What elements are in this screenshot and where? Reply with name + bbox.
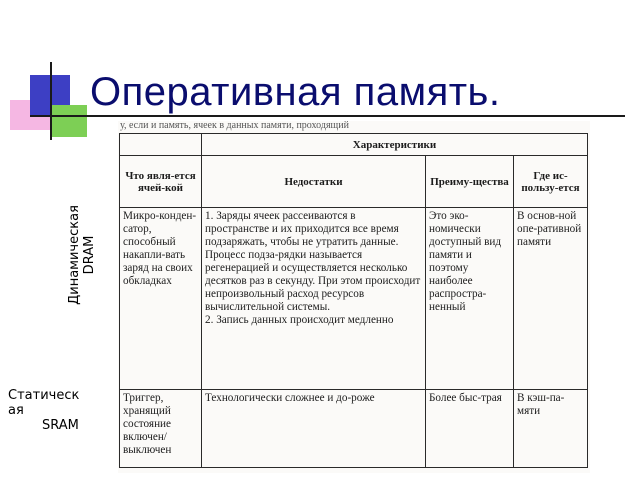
decor-square-green (52, 105, 87, 137)
static-label-line1: Статическ (8, 388, 80, 403)
header-cons: Недостатки (202, 156, 426, 208)
header-pros: Преиму-щества (426, 156, 514, 208)
table-row-dram (120, 208, 588, 390)
group-header: Характеристики (202, 134, 588, 156)
dynamic-label-line2: DRAM (82, 235, 97, 275)
header-where: Где ис-пользу-ется (514, 156, 588, 208)
cell-dram-what: Микро-конден-сатор, способный накапли-вать заряд на своих обкладках (120, 208, 202, 390)
cell-sram-pros: Более быс-трая (426, 390, 514, 468)
static-sram-label (8, 388, 118, 433)
table-corner-cell (120, 134, 202, 156)
cell-sram-where: В кэш-па-мяти (514, 390, 588, 468)
decor-vertical-line (50, 62, 52, 140)
static-label-line3: SRAM (42, 418, 79, 433)
dynamic-dram-label (67, 205, 97, 305)
cell-dram-where: В основ-ной опе-ративной памяти (514, 208, 588, 390)
static-label-line2: ая (8, 403, 24, 418)
cell-dram-cons: 1. Заряды ячеек рассеиваются в пространстве и их приходится все время подзаряжать, чтобы не утратить данные. Процесс подза-рядки называется регенерацией и осуществляется несколько десятков раз в секунду. При этом происходит непроизвольный расход ресурсов вычислительной системы. 2. Запись данных происходит медленно (202, 208, 426, 390)
table-row-sram (120, 390, 588, 468)
cell-sram-what: Триггер, хранящий состояние включен/ выключен (120, 390, 202, 468)
slide-title: Оперативная память. (90, 70, 501, 114)
characteristics-table (119, 133, 588, 468)
cutoff-text: у, если и память, ячеек в данных памяти, проходящий (120, 121, 349, 131)
dynamic-label-line1: Динамическая (67, 205, 82, 305)
cell-sram-cons: Технологически сложнее и до-роже (202, 390, 426, 468)
title-underline (30, 115, 625, 117)
header-what: Что явля-ется ячей-кой (120, 156, 202, 208)
cell-dram-pros: Это эко-номически доступный вид памяти и поэтому наиболее распростра-ненный (426, 208, 514, 390)
